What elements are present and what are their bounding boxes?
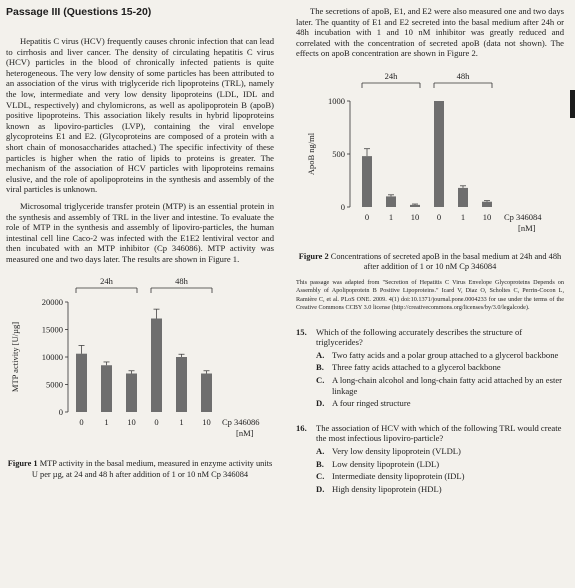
option-letter: B. [316,458,324,469]
option-letter: C. [316,471,325,482]
option-letter: D. [316,398,325,409]
bar [386,196,396,207]
y-tick-label: 20000 [41,297,63,308]
question-16 [296,423,564,495]
x-tick-label: 10 [410,211,420,222]
answer-option-a[interactable] [316,350,564,361]
passage-title: Passage III (Questions 15-20) [6,6,152,18]
option-text: A long-chain alcohol and long-chain fatty acid attached by an ester linkage [332,374,563,396]
x-axis-label: Cp 346084 [504,211,542,222]
bar [201,374,212,413]
group-label: 24h [100,276,113,287]
answer-option-b[interactable] [316,362,564,373]
y-tick-label: 10000 [41,352,63,363]
x-axis-label: Cp 346086 [222,417,260,428]
option-text: Two fatty acids and a polar group attached to a glycerol backbone [332,349,559,360]
bar [410,205,420,207]
figure-2-caption [296,252,564,273]
x-axis-unit: [nM] [518,222,536,233]
paragraph-intro: Hepatitis C virus (HCV) frequently causes chronic infection that can lead to cirrhosis and liver cancer. The density of circulating hepatitis C virus (HCV) particles in the blood of chronically infected patients is quite heterogeneous. The very low density of some particles has been attributed to an association of the virus with triglyceride rich lipoproteins (TRL), namely the low, intermediate and very low density lipoproteins (LDL, IDL and VLDL, respectively) and chylomicrons, as well as apolipoprotein B (apoB) positive lipoproteins. This association likely results in hybrid lipoproteins known as lipoviro-particles (LVP), containing the viral envelope glycoproteins E1 and E2. (Glycoproteins are composed of a protein with a short chain of monosaccharides attached.) The specific infectivity of these particles is higher when the ratio of lipids to proteins is greater. The mechanism of the association of HCV particles with lipoproteins remains elusive, and the role of apolipoproteins in the synthesis and assembly of the viral particles is unknown. [6,36,274,195]
question-text: Which of the following accurately describes the structure of triglycerides? [316,326,523,348]
y-axis-label: MTP activity [U/µg] [10,322,20,393]
bar [151,319,162,413]
paragraph-mtp: Microsomal triglyceride transfer protein (MTP) is an essential protein in the synthesis and assembly of TRL in the liver and intestine. To evaluate the role of MTP in the synthesis and assembly of lipoviro-particles, the human intestinal cell line Caco-2 was infected with the E1E2 lentiviral vector and then incubated with an MTP inhibitor (Cp 346086). MTP activity was measured one and two days later. The results are shown in Figure 1. [6,200,274,264]
y-tick-label: 0 [58,407,63,418]
figure-2-source: This passage was adapted from "Secretion of Hepatitis C Virus Envelope Glycoproteins Depends on Assembly of Apolipoprotein B Positive Lipoproteins." Icard V, Diaz O, Scholtes C, Perrin-Cocon L, Ramière C, et al. PLoS ONE. 2009. 4(1) doi:10.1371/journal.pone.0004233 for use under the terms of the Creative Commons CCBY 3.0 license (http://creativecommons.org/licenses/by/3.0/legalcode). [296,278,564,312]
option-text: Intermediate density lipoprotein (IDL) [332,471,465,482]
y-tick-label: 5000 [46,379,63,390]
x-tick-label: 10 [482,211,492,222]
option-letter: B. [316,362,324,373]
figure-2 [296,65,564,313]
bar [362,156,372,207]
right-column [296,6,564,494]
figure-1-caption-text: MTP activity in the basal medium, measured in enzyme activity units U per µg, at 24 and 48 h after addition of 1 or 10 nM Cp 346084 [31,459,273,479]
option-letter: D. [316,483,325,494]
answer-option-d[interactable] [316,398,564,409]
option-letter: A. [316,349,325,360]
answer-option-d[interactable] [316,484,564,495]
figure-1-chart [6,274,274,442]
x-tick-label: 0 [79,417,84,428]
answer-option-c[interactable] [316,471,564,482]
bar [434,101,444,207]
page-edge-tab [570,90,575,118]
figure-2-caption-text: Concentrations of secreted apoB in the basal medium at 24h and 48h after addition of 1 or 10 nM Cp 346084 [330,251,562,272]
x-tick-label: 10 [127,417,136,428]
bar [176,357,187,412]
option-letter: A. [316,445,325,456]
y-tick-label: 15000 [41,324,63,335]
option-text: Low density lipoprotein (LDL) [332,458,440,469]
option-text: A four ringed structure [332,398,411,409]
y-tick-label: 0 [340,201,345,212]
bar [458,188,468,207]
question-15 [296,327,564,409]
left-column [6,6,274,480]
question-number: 16. [296,422,307,433]
group-label: 24h [384,70,398,81]
bar [482,202,492,207]
x-tick-label: 1 [460,211,466,222]
group-label: 48h [175,276,188,287]
answer-option-c[interactable] [316,375,564,396]
option-letter: C. [316,374,325,385]
figure-1-caption-label: Figure 1 [7,459,38,469]
x-tick-label: 0 [364,211,370,222]
answer-option-a[interactable] [316,446,564,457]
group-label: 48h [456,70,470,81]
option-text: Three fatty acids attached to a glycerol backbone [332,362,501,373]
x-tick-label: 0 [154,417,159,428]
answer-option-b[interactable] [316,459,564,470]
y-axis-label: ApoB ng/ml [306,132,316,176]
figure-1 [6,274,274,480]
bar [126,374,137,413]
x-tick-label: 1 [179,417,184,428]
option-text: Very low density lipoprotein (VLDL) [332,445,461,456]
figure-2-caption-label: Figure 2 [298,251,329,261]
question-text: The association of HCV with which of the following TRL would create the most infectious lipoviro-particle? [316,422,562,444]
bar [76,354,87,412]
x-tick-label: 0 [436,211,442,222]
option-text: High density lipoprotein (HDL) [332,483,442,494]
y-tick-label: 1000 [328,95,345,106]
x-tick-label: 1 [104,417,109,428]
x-tick-label: 10 [202,417,211,428]
x-axis-unit: [nM] [236,428,254,439]
bar [101,366,112,413]
x-tick-label: 1 [388,211,394,222]
figure-1-caption [6,459,274,480]
figure-2-chart [296,65,564,237]
question-number: 15. [296,326,307,337]
paragraph-apob: The secretions of apoB, E1, and E2 were also measured one and two days later. The quantity of E1 and E2 secreted into the basal medium after 24h or 48h incubation with 1 and 10 nM inhibitor was greatly reduced and correlated with the concentration of secreted apoB (data not shown). The effects on apoB concentration are shown in Figure 2. [296,6,564,59]
y-tick-label: 500 [332,148,345,159]
